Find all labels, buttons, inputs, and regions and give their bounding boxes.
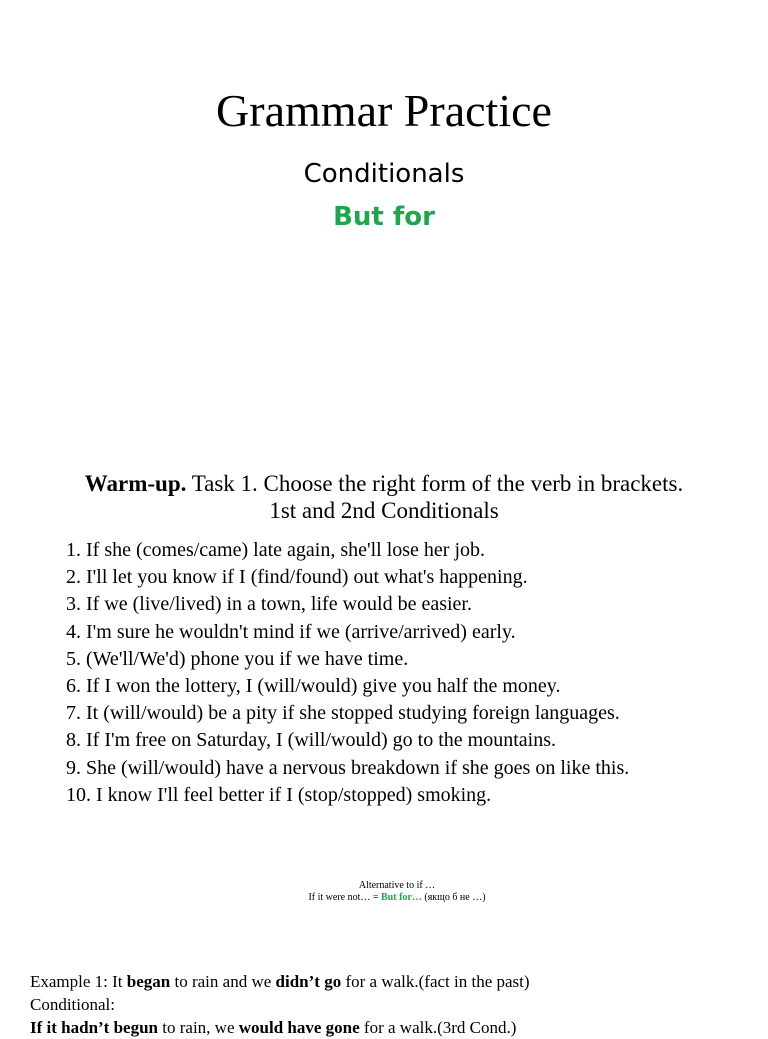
task-heading [40,470,728,524]
example-line-2: Conditional: [30,995,115,1014]
list-item: 6. If I won the lottery, I (will/would) give you half the money. [66,675,561,698]
note-line-1: Alternative to if … [358,880,436,891]
example-bold: didn’t go [275,972,342,991]
example-bold: would have gone [238,1018,360,1037]
task-subheading: 1st and 2nd Conditionals [269,498,499,523]
topic-highlight: But for [333,202,435,232]
example-text: for a walk.(fact in the past) [341,972,530,991]
example-block [30,970,750,1039]
list-item: 1. If she (comes/came) late again, she'll lose her job. [66,539,486,561]
note-prefix: If it were not… = [308,892,382,903]
task-lead: Warm-up. [84,471,187,496]
task-list [66,537,629,809]
example-bold: If it hadn’t begun [30,1018,159,1037]
example-bold: began [126,972,171,991]
example-text: Example 1: It [30,972,127,991]
page-title: Grammar Practice [216,85,552,136]
list-item: 3. If we (live/lived) in a town, life would be easier. [66,593,472,616]
task-instruction: Task 1. Choose the right form of the verb in brackets. [186,471,684,496]
example-line-3 [30,1016,750,1039]
note-suffix: (якщо б не …) [421,892,486,903]
list-item: 7. It (will/would) be a pity if she stopped studying foreign languages. [66,702,620,725]
list-item: 9. She (will/would) have a nervous breakdown if she goes on like this. [66,756,630,779]
list-item: 4. I'm sure he wouldn't mind if we (arrive/arrived) early. [66,620,516,643]
list-item: 8. If I'm free on Saturday, I (will/would) go to the mountains. [66,729,556,752]
list-item: 10. I know I'll feel better if I (stop/stopped) smoking. [66,783,492,806]
example-text: for a walk.(3rd Cond.) [359,1018,517,1037]
page-subtitle: Conditionals [303,159,465,189]
example-text: to rain and we [170,972,276,991]
list-item: 2. I'll let you know if I (find/found) out what's happening. [66,566,528,589]
note-line-2 [0,892,768,904]
list-item: 5. (We'll/We'd) phone you if we have time. [66,647,409,670]
example-line-1 [30,970,750,993]
example-text: to rain, we [158,1018,239,1037]
note-highlight: But for… [381,892,422,903]
